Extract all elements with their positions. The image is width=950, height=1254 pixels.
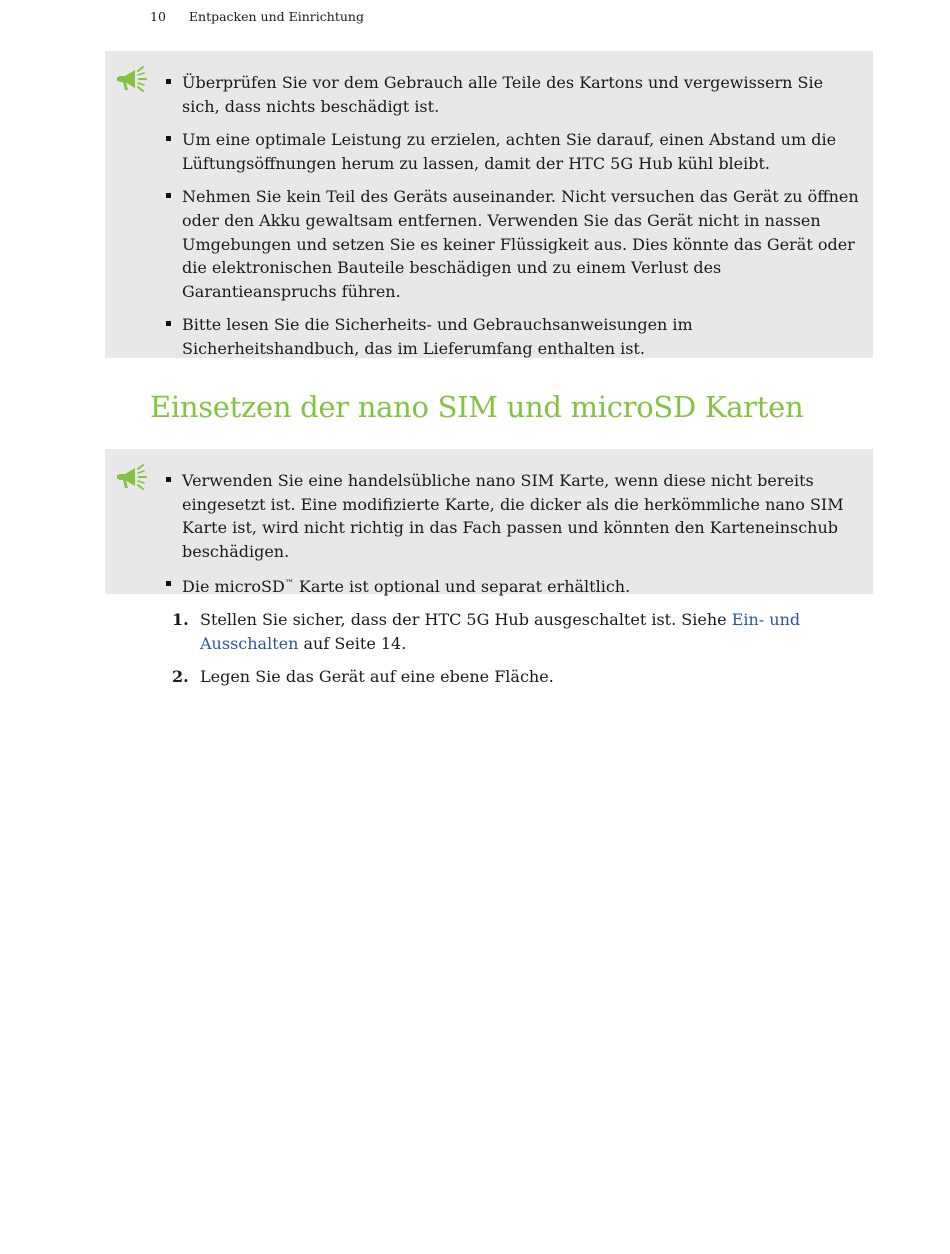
step-number: 2. xyxy=(172,667,189,687)
bullet-marker xyxy=(166,136,171,141)
list-item: Überprüfen Sie vor dem Gebrauch alle Teile des Kartons und vergewissern Sie sich, dass nichts beschädigt ist. xyxy=(165,71,865,118)
chapter-title: Entpacken und Einrichtung xyxy=(188,9,364,24)
page-number: 10 xyxy=(150,9,166,24)
section-heading: Einsetzen der nano SIM und microSD Karten xyxy=(150,390,804,424)
bullet-marker xyxy=(166,321,171,326)
list-item: Bitte lesen Sie die Sicherheits- und Gebrauchsanweisungen im Sicherheitshandbuch, das im Lieferumfang enthalten ist. xyxy=(165,313,865,360)
megaphone-icon xyxy=(116,65,148,95)
bullet-marker xyxy=(166,581,171,586)
list-item: Um eine optimale Leistung zu erzielen, achten Sie darauf, einen Abstand um die Lüftungsöffnungen herum zu lassen, damit der HTC 5G Hub kühl bleibt. xyxy=(165,128,865,175)
power-link[interactable]: Ein- und Ausschalten xyxy=(200,610,801,653)
list-item: Verwenden Sie eine handelsübliche nano SIM Karte, wenn diese nicht bereits eingesetzt ist. Eine modifizierte Karte, die dicker als die herkömmliche nano SIM Karte ist, wird nicht richtig in das Fach passen und könnten den Karteneinschub beschädigen. xyxy=(165,469,865,563)
list-item: Die microSD™ Karte ist optional und separat erhältlich. xyxy=(165,573,865,599)
megaphone-icon xyxy=(116,463,148,493)
step-number: 1. xyxy=(172,610,189,629)
bullet-marker xyxy=(166,79,171,84)
steps-list xyxy=(172,608,862,699)
running-header xyxy=(150,9,364,24)
bullet-marker xyxy=(166,477,171,482)
note-list-sim xyxy=(165,469,865,609)
note-box-general xyxy=(105,51,873,358)
trademark-symbol: ™ xyxy=(284,579,294,590)
bullet-marker xyxy=(166,193,171,198)
step-item: 1. Stellen Sie sicher, dass der HTC 5G Hub ausgeschaltet ist. Siehe Ein- und Ausschalten auf Seite 14. xyxy=(172,610,801,653)
note-box-sim xyxy=(105,449,873,597)
list-item: Nehmen Sie kein Teil des Geräts auseinander. Nicht versuchen das Gerät zu öffnen oder den Akku gewaltsam entfernen. Verwenden Sie das Gerät nicht in nassen Umgebungen und setzen Sie es keiner Flüssigkeit aus. Dies könnte das Gerät oder die elektronischen Bauteile beschädigen und zu einem Verlust des Garantieanspruchs führen. xyxy=(165,185,865,303)
step-item: 2. Legen Sie das Gerät auf eine ebene Fläche. xyxy=(172,665,862,689)
note-list-general xyxy=(165,71,865,371)
